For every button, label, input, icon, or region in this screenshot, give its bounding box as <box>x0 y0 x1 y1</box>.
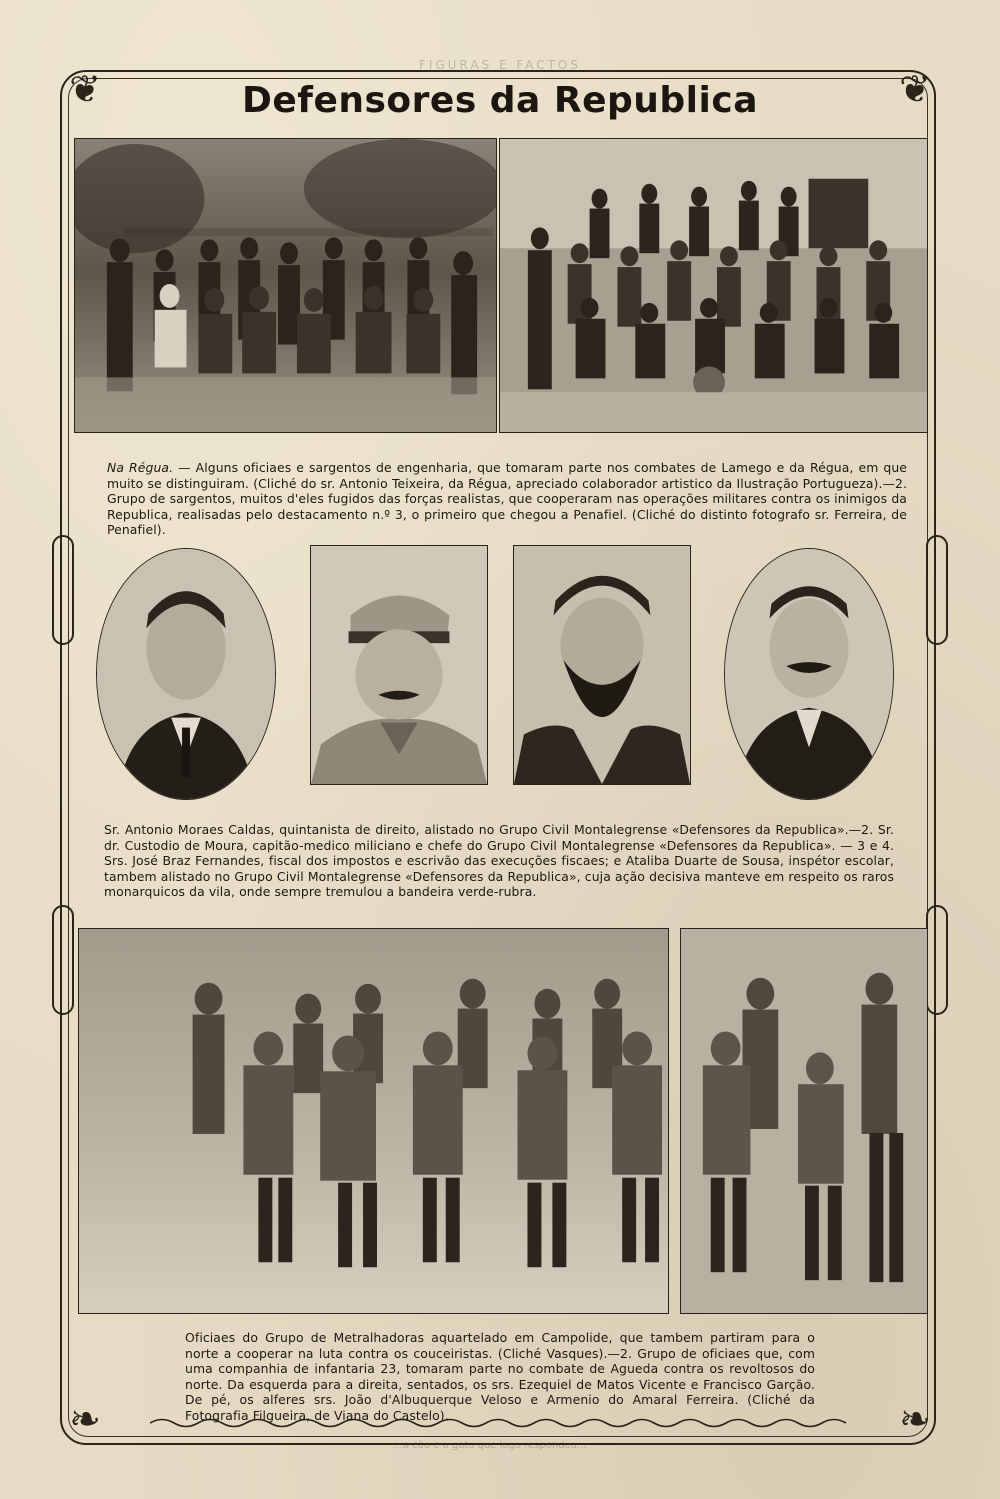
footer-bleed-through: ...a cão e a gato que logo respondeu... <box>393 1440 587 1451</box>
page-title: Defensores da Republica <box>241 80 758 121</box>
portrait-custodio-de-moura <box>310 545 488 785</box>
caption-campolide: Oficiaes do Grupo de Metralhadoras aquartelado em Campolide, que tambem partiram para o norte a cooperar na luta contra os couceiristas. (Cliché Vasques).—2. Grupo de oficiaes que, com uma companhia de infantaria 23, tomaram parte no combate de Agueda contra os revoltosos do norte. Da esquerda para a direita, sentados, os srs. Ezequiel de Matos Vicente e Francisco Garção. De pé, os alferes srs. João d'Albuquerque Veloso e Armenio do Amaral Ferreira. (Cliché da Fotografia Filgueira, de Viana do Castelo). <box>185 1330 815 1423</box>
caption-regua-lead: Na Régua. <box>107 460 174 475</box>
portrait-jose-braz-fernandes <box>513 545 691 785</box>
photo-engineering-officers <box>74 138 497 433</box>
decorative-wave-rule <box>150 1416 850 1430</box>
fan-ornament-icon: ❦ <box>69 67 101 111</box>
caption-regua <box>107 460 907 538</box>
scroll-ornament-icon <box>926 535 948 645</box>
scroll-ornament-icon <box>52 535 74 645</box>
scroll-ornament-icon <box>926 905 948 1015</box>
portrait-ataliba-duarte-de-sousa <box>724 548 894 800</box>
header-bleed-through: FIGURAS E FACTOS <box>419 58 581 72</box>
fan-ornament-icon: ❧ <box>69 1397 101 1441</box>
fan-ornament-icon: ❧ <box>899 1397 931 1441</box>
caption-montalegre: Sr. Antonio Moraes Caldas, quintanista de direito, alistado no Grupo Civil Montalegrense «Defensores da Republica».—2. Sr. dr. Custodio de Moura, capitão-medico miliciano e chefe do Grupo Civil Montalegrense «Defensores da Republica». — 3 e 4. Srs. José Braz Fernandes, fiscal dos impostos e escrivão das execuções fiscaes; e Ataliba Duarte de Sousa, inspétor escolar, tambem alistado no Grupo Civil Montalegrense «Defensores da Republica», cuja ação decisiva manteve em respeito os raros monarquicos da vila, onde sempre tremulou a bandeira verde-rubra. <box>104 822 894 899</box>
portrait-moraes-caldas <box>96 548 276 800</box>
scroll-ornament-icon <box>52 905 74 1015</box>
caption-regua-text: — Alguns oficiaes e sargentos de engenharia, que tomaram parte nos combates de Lamego e da Régua, em que muito se distinguiram. (Cliché do sr. Antonio Teixeira, da Régua, apreciado colaborador artistico da Ilustração Portugueza).—2. Grupo de sargentos, muitos d'eles fugidos das forças realistas, que cooperaram nas operações militares contra os inimigos da Republica, realisadas pelo destacamento n.º 3, o primeiro que chegou a Penafiel. (Cliché do distinto fotografo sr. Ferreira, de Penafiel). <box>107 460 907 537</box>
photo-machine-gun-group-officers <box>78 928 669 1314</box>
photo-sergeants-group <box>499 138 928 433</box>
photo-infantry-23-officers <box>680 928 928 1314</box>
fan-ornament-icon: ❦ <box>899 67 931 111</box>
